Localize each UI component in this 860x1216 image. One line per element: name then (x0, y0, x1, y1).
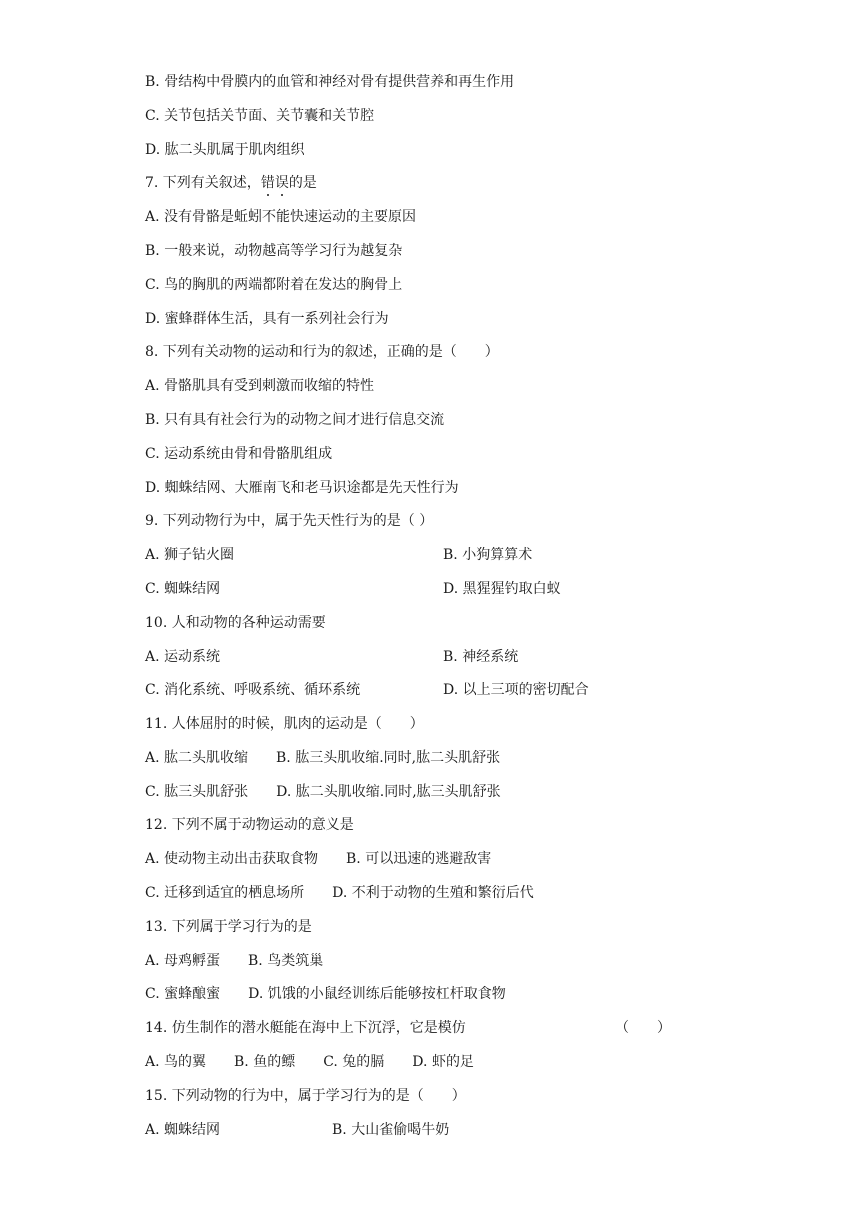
q9-option-a: A. 狮子钻火圈 (145, 547, 235, 563)
q15-stem: 15. 下列动物的行为中，属于学习行为的是（ ） (145, 1088, 466, 1104)
q10-option-d: D. 以上三项的密切配合 (443, 682, 589, 698)
q7-stem (145, 174, 317, 192)
q11-options-cd: C. 肱三头肌舒张 D. 肱二头肌收缩.同时,肱三头肌舒张 (145, 784, 501, 800)
q7-stem-pre: 7. 下列有关叙述， (145, 175, 261, 191)
emphasis-char: 错 (260, 175, 275, 191)
q7-option-b: B. 一般来说，动物越高等学习行为越复杂 (145, 243, 403, 259)
q7-stem-post: 的是 (288, 175, 317, 191)
q15-options-ab: A. 蜘蛛结网 B. 大山雀偷喝牛奶 (145, 1122, 450, 1138)
q8-option-a: A. 骨骼肌具有受到刺激而收缩的特性 (145, 378, 375, 394)
q7-option-c: C. 鸟的胸肌的两端都附着在发达的胸骨上 (145, 277, 403, 293)
q8-option-b: B. 只有具有社会行为的动物之间才进行信息交流 (145, 412, 445, 428)
q13-options-ab: A. 母鸡孵蛋 B. 鸟类筑巢 (145, 953, 324, 969)
q11-stem: 11. 人体屈肘的时候，肌肉的运动是（ ） (145, 716, 424, 732)
q8-stem: 8. 下列有关动物的运动和行为的叙述，正确的是（ ） (145, 344, 499, 360)
q9-option-b: B. 小狗算算术 (443, 547, 533, 563)
q14-stem: 14. 仿生制作的潜水艇能在海中上下沉浮，它是模仿 (145, 1020, 466, 1036)
q10-option-c: C. 消化系统、呼吸系统、循环系统 (145, 682, 361, 698)
q8-option-c: C. 运动系统由骨和骨骼肌组成 (145, 446, 333, 462)
q8-option-d: D. 蜘蛛结网、大雁南飞和老马识途都是先天性行为 (145, 480, 459, 496)
q14-answer-paren: （ ） (615, 1020, 671, 1036)
q9-option-d: D. 黑猩猩钓取白蚁 (443, 581, 561, 597)
q13-options-cd: C. 蜜蜂酿蜜 D. 饥饿的小鼠经训练后能够按杠杆取食物 (145, 986, 506, 1002)
q6-option-b: B. 骨结构中骨膜内的血管和神经对骨有提供营养和再生作用 (145, 74, 515, 90)
q13-stem: 13. 下列属于学习行为的是 (145, 919, 312, 935)
q9-stem: 9. 下列动物行为中，属于先天性行为的是（ ） (145, 513, 434, 529)
q10-stem: 10. 人和动物的各种运动需要 (145, 615, 326, 631)
q7-option-a: A. 没有骨骼是蚯蚓不能快速运动的主要原因 (145, 209, 417, 225)
q12-options-ab: A. 使动物主动出击获取食物 B. 可以迅速的逃避敌害 (145, 851, 492, 867)
q12-options-cd: C. 迁移到适宜的栖息场所 D. 不利于动物的生殖和繁衍后代 (145, 885, 534, 901)
q14-options: A. 鸟的翼 B. 鱼的鳔 C. 兔的膈 D. 虾的足 (145, 1054, 474, 1070)
q9-option-c: C. 蜘蛛结网 (145, 581, 221, 597)
q10-option-a: A. 运动系统 (145, 649, 221, 665)
q6-option-c: C. 关节包括关节面、关节囊和关节腔 (145, 108, 375, 124)
q12-stem: 12. 下列不属于动物运动的意义是 (145, 817, 354, 833)
q6-option-d: D. 肱二头肌属于肌肉组织 (145, 142, 305, 158)
q11-options-ab: A. 肱二头肌收缩 B. 肱三头肌收缩.同时,肱二头肌舒张 (145, 750, 501, 766)
emphasis-char: 误 (274, 175, 289, 191)
q10-option-b: B. 神经系统 (443, 649, 519, 665)
q7-option-d: D. 蜜蜂群体生活，具有一系列社会行为 (145, 311, 389, 327)
